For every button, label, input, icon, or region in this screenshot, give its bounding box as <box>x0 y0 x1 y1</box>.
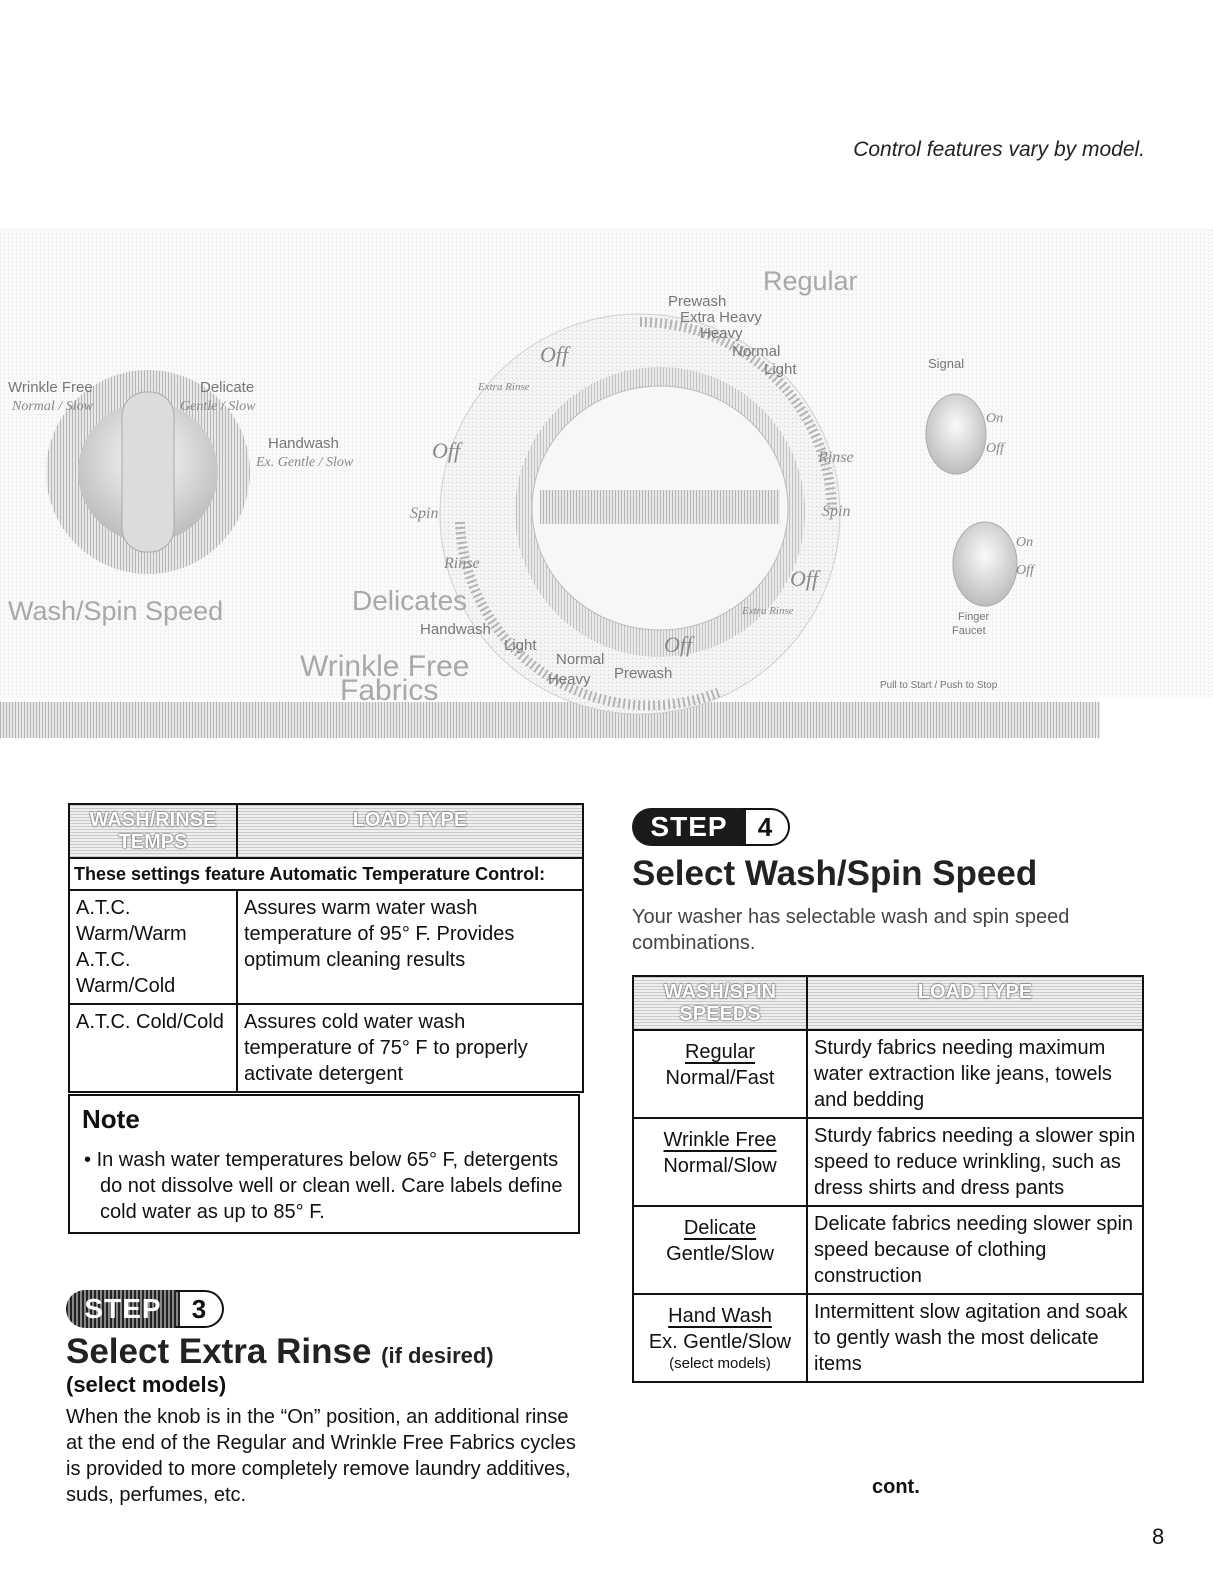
speed-label-delicate: Delicate <box>200 379 255 396</box>
table-row <box>633 1206 1143 1294</box>
cycle-label-handwash: Handwash <box>420 621 491 638</box>
step-3-title <box>66 1332 494 1372</box>
table-row <box>633 1118 1143 1206</box>
table-cell-desc: Sturdy fabrics needing a slower spin speed to reduce wrinkling, such as dress shirts and dress pants <box>807 1118 1143 1206</box>
table-cell-speed <box>633 1118 807 1206</box>
cycle-label-fabrics: Fabrics <box>340 674 439 707</box>
table-cell-desc: Delicate fabrics needing slower spin speed because of clothing construction <box>807 1206 1143 1294</box>
speed-value: Ex. Gentle/Slow <box>648 1331 792 1353</box>
cycle-label-rinse-right: Rinse <box>818 449 854 466</box>
table-subheader: These settings feature Automatic Temperature Control: <box>69 858 583 890</box>
wash-spin-speeds-table <box>632 975 1144 1383</box>
cycle-label-extra-heavy: Extra Heavy <box>680 309 762 326</box>
table-header-cell: WASH/RINSE TEMPS <box>69 804 237 858</box>
signal-off-label: Off <box>986 441 1004 456</box>
setting-text: A.T.C. Cold/Cold <box>76 1011 224 1033</box>
table-cell-setting <box>69 890 237 1004</box>
cycle-label-light-bottom: Light <box>504 637 537 654</box>
table-cell-setting <box>69 1004 237 1092</box>
speed-value: Normal/Fast <box>665 1067 775 1089</box>
table-header-cell: LOAD TYPE <box>237 804 583 858</box>
step-number: 4 <box>742 808 790 846</box>
table-header-row <box>633 976 1143 1030</box>
finger-faucet-knob[interactable] <box>953 522 1017 606</box>
speed-value: Gentle/Slow <box>666 1243 774 1265</box>
table-cell-speed <box>633 1206 807 1294</box>
speed-label-ex-gentle-slow: Ex. Gentle / Slow <box>256 455 354 470</box>
note-text: • In wash water temperatures below 65° F, detergents do not dissolve well or clean well. Care labels define cold water as up to 85° F. <box>84 1149 563 1223</box>
table-row <box>69 890 583 1004</box>
note-body: In wash water temperatures below 65° F, detergents do not dissolve well or clean well. Care labels define cold water as up to 85° F. <box>96 1149 563 1223</box>
faucet-label-line2: Faucet <box>952 625 986 637</box>
step-label: STEP <box>66 1290 180 1328</box>
page-number: 8 <box>1152 1524 1165 1549</box>
model-note: Control features vary by model. <box>853 138 1145 161</box>
faucet-off-label: Off <box>1016 563 1034 578</box>
table-row <box>633 1294 1143 1382</box>
table-cell-speed <box>633 1294 807 1382</box>
step-label: STEP <box>632 808 746 846</box>
table-header-cell: LOAD TYPE <box>807 976 1143 1030</box>
cycle-label-spin-left: Spin <box>410 505 439 522</box>
table-cell-desc: Sturdy fabrics needing maximum water extraction like jeans, towels and bedding <box>807 1030 1143 1118</box>
cycle-label-extra-rinse-top: Extra Rinse <box>478 381 530 393</box>
note-title: Note <box>82 1104 140 1134</box>
cycle-label-prewash: Prewash <box>668 293 727 310</box>
signal-label: Signal <box>928 356 965 371</box>
table-cell-desc: Assures warm water wash temperature of 95° F. Provides optimum cleaning results <box>237 890 583 1004</box>
cycle-label-spin-right: Spin <box>822 503 851 520</box>
table-row <box>69 1004 583 1092</box>
speed-label-normal-slow: Normal / Slow <box>12 399 93 414</box>
step-3-title-suffix: (if desired) <box>381 1343 494 1368</box>
cycle-label-heavy: Heavy <box>700 325 743 342</box>
step-number: 3 <box>176 1290 224 1328</box>
table-header-cell: WASH/SPIN SPEEDS <box>633 976 807 1030</box>
cycle-label-off-left: Off <box>432 438 461 463</box>
signal-knob[interactable] <box>926 394 986 474</box>
control-panel-illustration <box>0 222 1213 742</box>
cycle-label-regular: Regular <box>763 266 858 296</box>
table-cell-desc: Assures cold water wash temperature of 75° F to properly activate detergent <box>237 1004 583 1092</box>
faucet-label-line1: Finger <box>958 611 990 623</box>
step-4-badge <box>632 808 790 846</box>
wash-rinse-temps-table <box>68 803 584 1093</box>
speed-label-gentle-slow: Gentle / Slow <box>180 399 256 414</box>
cycle-label-off-bottom: Off <box>664 632 693 657</box>
step-3-body: When the knob is in the “On” position, an additional rinse at the end of the Regular and Wrinkle Free Fabrics cycles is provided to more completely remove laundry additives, suds, perfumes, etc. <box>66 1406 576 1506</box>
setting-text: A.T.C. Warm/Cold <box>76 949 176 997</box>
step-3-badge <box>66 1290 224 1328</box>
cycle-label-prewash-bottom: Prewash <box>614 665 673 682</box>
table-cell-desc: Intermittent slow agitation and soak to gently wash the most delicate items <box>807 1294 1143 1382</box>
cycle-name: Delicate <box>683 1217 757 1239</box>
wash-spin-speed-title: Wash/Spin Speed <box>8 596 224 626</box>
cycle-label-delicates: Delicates <box>352 585 468 616</box>
cycle-label-wrinkle-free: Wrinkle Free <box>300 650 470 683</box>
cycle-label-extra-rinse-bottom: Extra Rinse <box>742 605 794 617</box>
cycle-label-heavy-bottom: Heavy <box>548 671 591 688</box>
table-cell-speed <box>633 1030 807 1118</box>
speed-note: (select models) <box>669 1355 771 1372</box>
cycle-label-off-right: Off <box>790 566 819 591</box>
setting-text: A.T.C. Warm/Warm <box>76 897 187 945</box>
cycle-label-light: Light <box>764 361 797 378</box>
step-3-title-main: Select Extra Rinse <box>66 1332 372 1371</box>
note-box <box>68 1094 580 1234</box>
cycle-label-off-top: Off <box>540 342 569 367</box>
cycle-label-rinse-left: Rinse <box>444 555 480 572</box>
speed-label-handwash: Handwash <box>268 435 339 452</box>
step-4-body: Your washer has selectable wash and spin speed combinations. <box>632 906 1070 954</box>
cycle-name: Regular <box>684 1041 756 1063</box>
continued-label: cont. <box>872 1476 920 1498</box>
speed-label-wrinkle-free: Wrinkle Free <box>8 379 93 396</box>
cycle-name: Hand Wash <box>668 1305 772 1327</box>
pull-push-label: Pull to Start / Push to Stop <box>880 680 998 691</box>
signal-on-label: On <box>986 411 1004 426</box>
step-4-title: Select Wash/Spin Speed <box>632 854 1038 893</box>
faucet-on-label: On <box>1016 535 1034 550</box>
table-subheader-row <box>69 858 583 890</box>
speed-value: Normal/Slow <box>663 1155 777 1177</box>
cycle-label-normal-bottom: Normal <box>556 651 605 668</box>
cycle-name: Wrinkle Free <box>663 1129 777 1151</box>
table-row <box>633 1030 1143 1118</box>
table-header-row <box>69 804 583 858</box>
cycle-label-normal: Normal <box>732 343 781 360</box>
step-3-subtitle: (select models) <box>66 1372 227 1397</box>
